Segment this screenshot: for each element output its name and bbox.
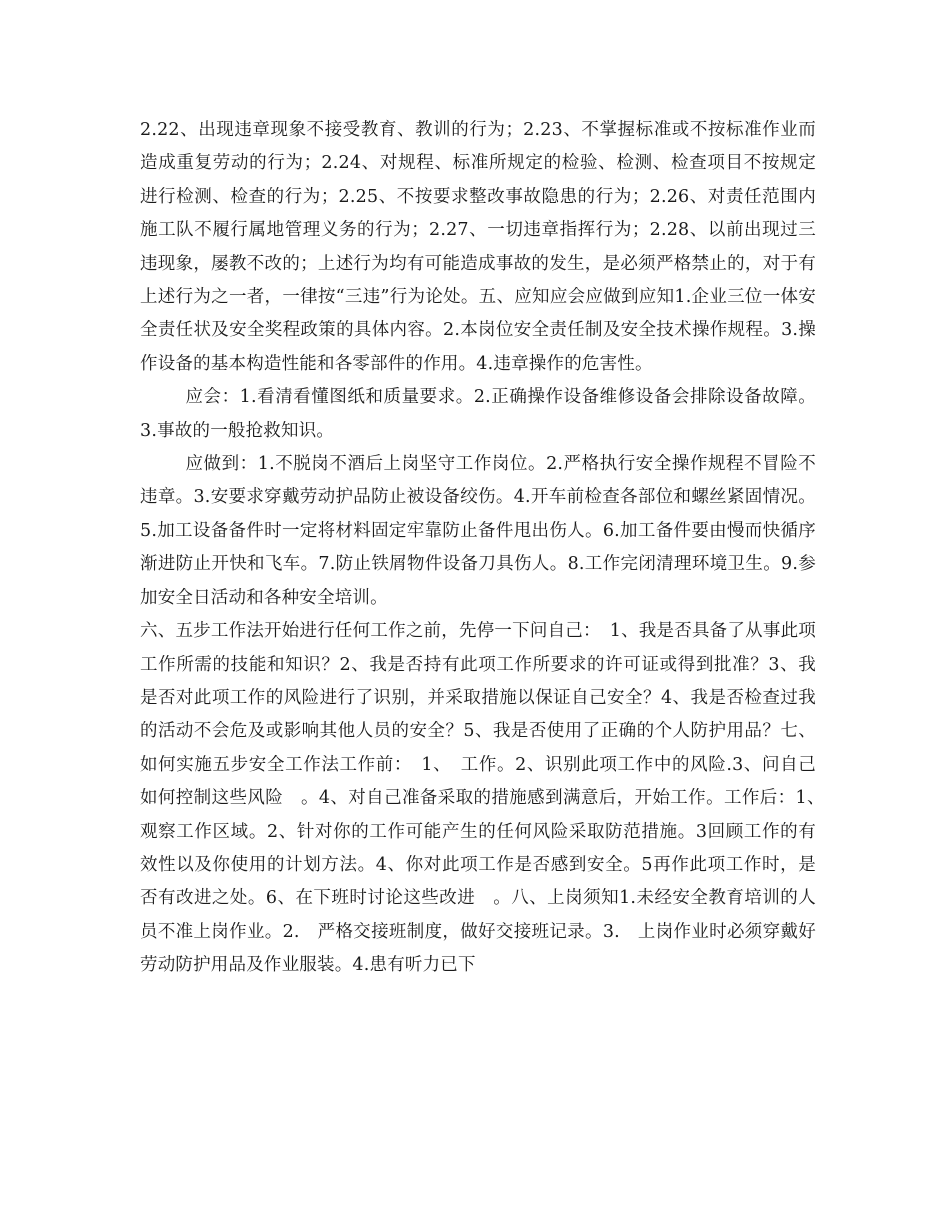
document-body (140, 114, 834, 983)
paragraph-should-be-able: 应会：1.看清看懂图纸和质量要求。2.正确操作设备维修设备会排除设备故障。3.事故的一般抢救知识。 (140, 387, 816, 441)
paragraph-should-do: 应做到：1.不脱岗不酒后上岗坚守工作岗位。2.严格执行安全操作规程不冒险不违章。3.安要求穿戴劳动护品防止被设备绞伤。4.开车前检查各部位和螺丝紧固情况。5.加工设备备件时一定将材料固定牢靠防止备件甩出伤人。6.加工备件要由慢而快循序渐进防止开快和飞车。7.防止铁屑物件设备刀具伤人。8.工作完闭清理环境卫生。9.参加安全日活动和各种安全培训。 (140, 454, 816, 608)
paragraph-rules-and-requirements: 2.22、出现违章现象不接受教育、教训的行为；2.23、不掌握标准或不按标准作业而造成重复劳动的行为；2.24、对规程、标准所规定的检验、检测、检查项目不按规定进行检测、检查的行为；2.25、不按要求整改事故隐患的行为；2.26、对责任范围内施工队不履行属地管理义务的行为；2.27、一切违章指挥行为；2.28、以前出现过三违现象，屡教不改的；上述行为均有可能造成事故的发生，是必须严格禁止的，对于有上述行为之一者，一律按“三违”行为论处。五、应知应会应做到应知1.企业三位一体安全责任状及安全奖程政策的具体内容。2.本岗位安全责任制及安全技术操作规程。3.操作设备的基本构造性能和各零部件的作用。4.违章操作的危害性。 (140, 120, 816, 374)
paragraph-five-step-method: 六、五步工作法开始进行任何工作之前，先停一下问自己： 1、我是否具备了从事此项工作所需的技能和知识？2、我是否持有此项工作所要求的许可证或得到批准？3、我是否对此项工作的风险进行了识别，并采取措施以保证自己安全？4、我是否检查过我的活动不会危及或影响其他人员的安全？5、我是否使用了正确的个人防护用品？七、如何实施五步安全工作法工作前： 1、 工作。2、识别此项工作中的风险.3、问自己如何控制这些风险 。4、对自己准备采取的措施感到满意后，开始工作。工作后：1、 观察工作区域。2、针对你的工作可能产生的任何风险采取防范措施。3回顾工作的有效性以及你使用的计划方法。4、你对此项工作是否感到安全。5再作此项工作时，是否有改进之处。6、在下班时讨论这些改进 。八、上岗须知1.未经安全教育培训的人员不准上岗作业。2. 严格交接班制度，做好交接班记录。3. 上岗作业时必须穿戴好劳动防护用品及作业服装。4.患有听力已下 (140, 621, 834, 976)
